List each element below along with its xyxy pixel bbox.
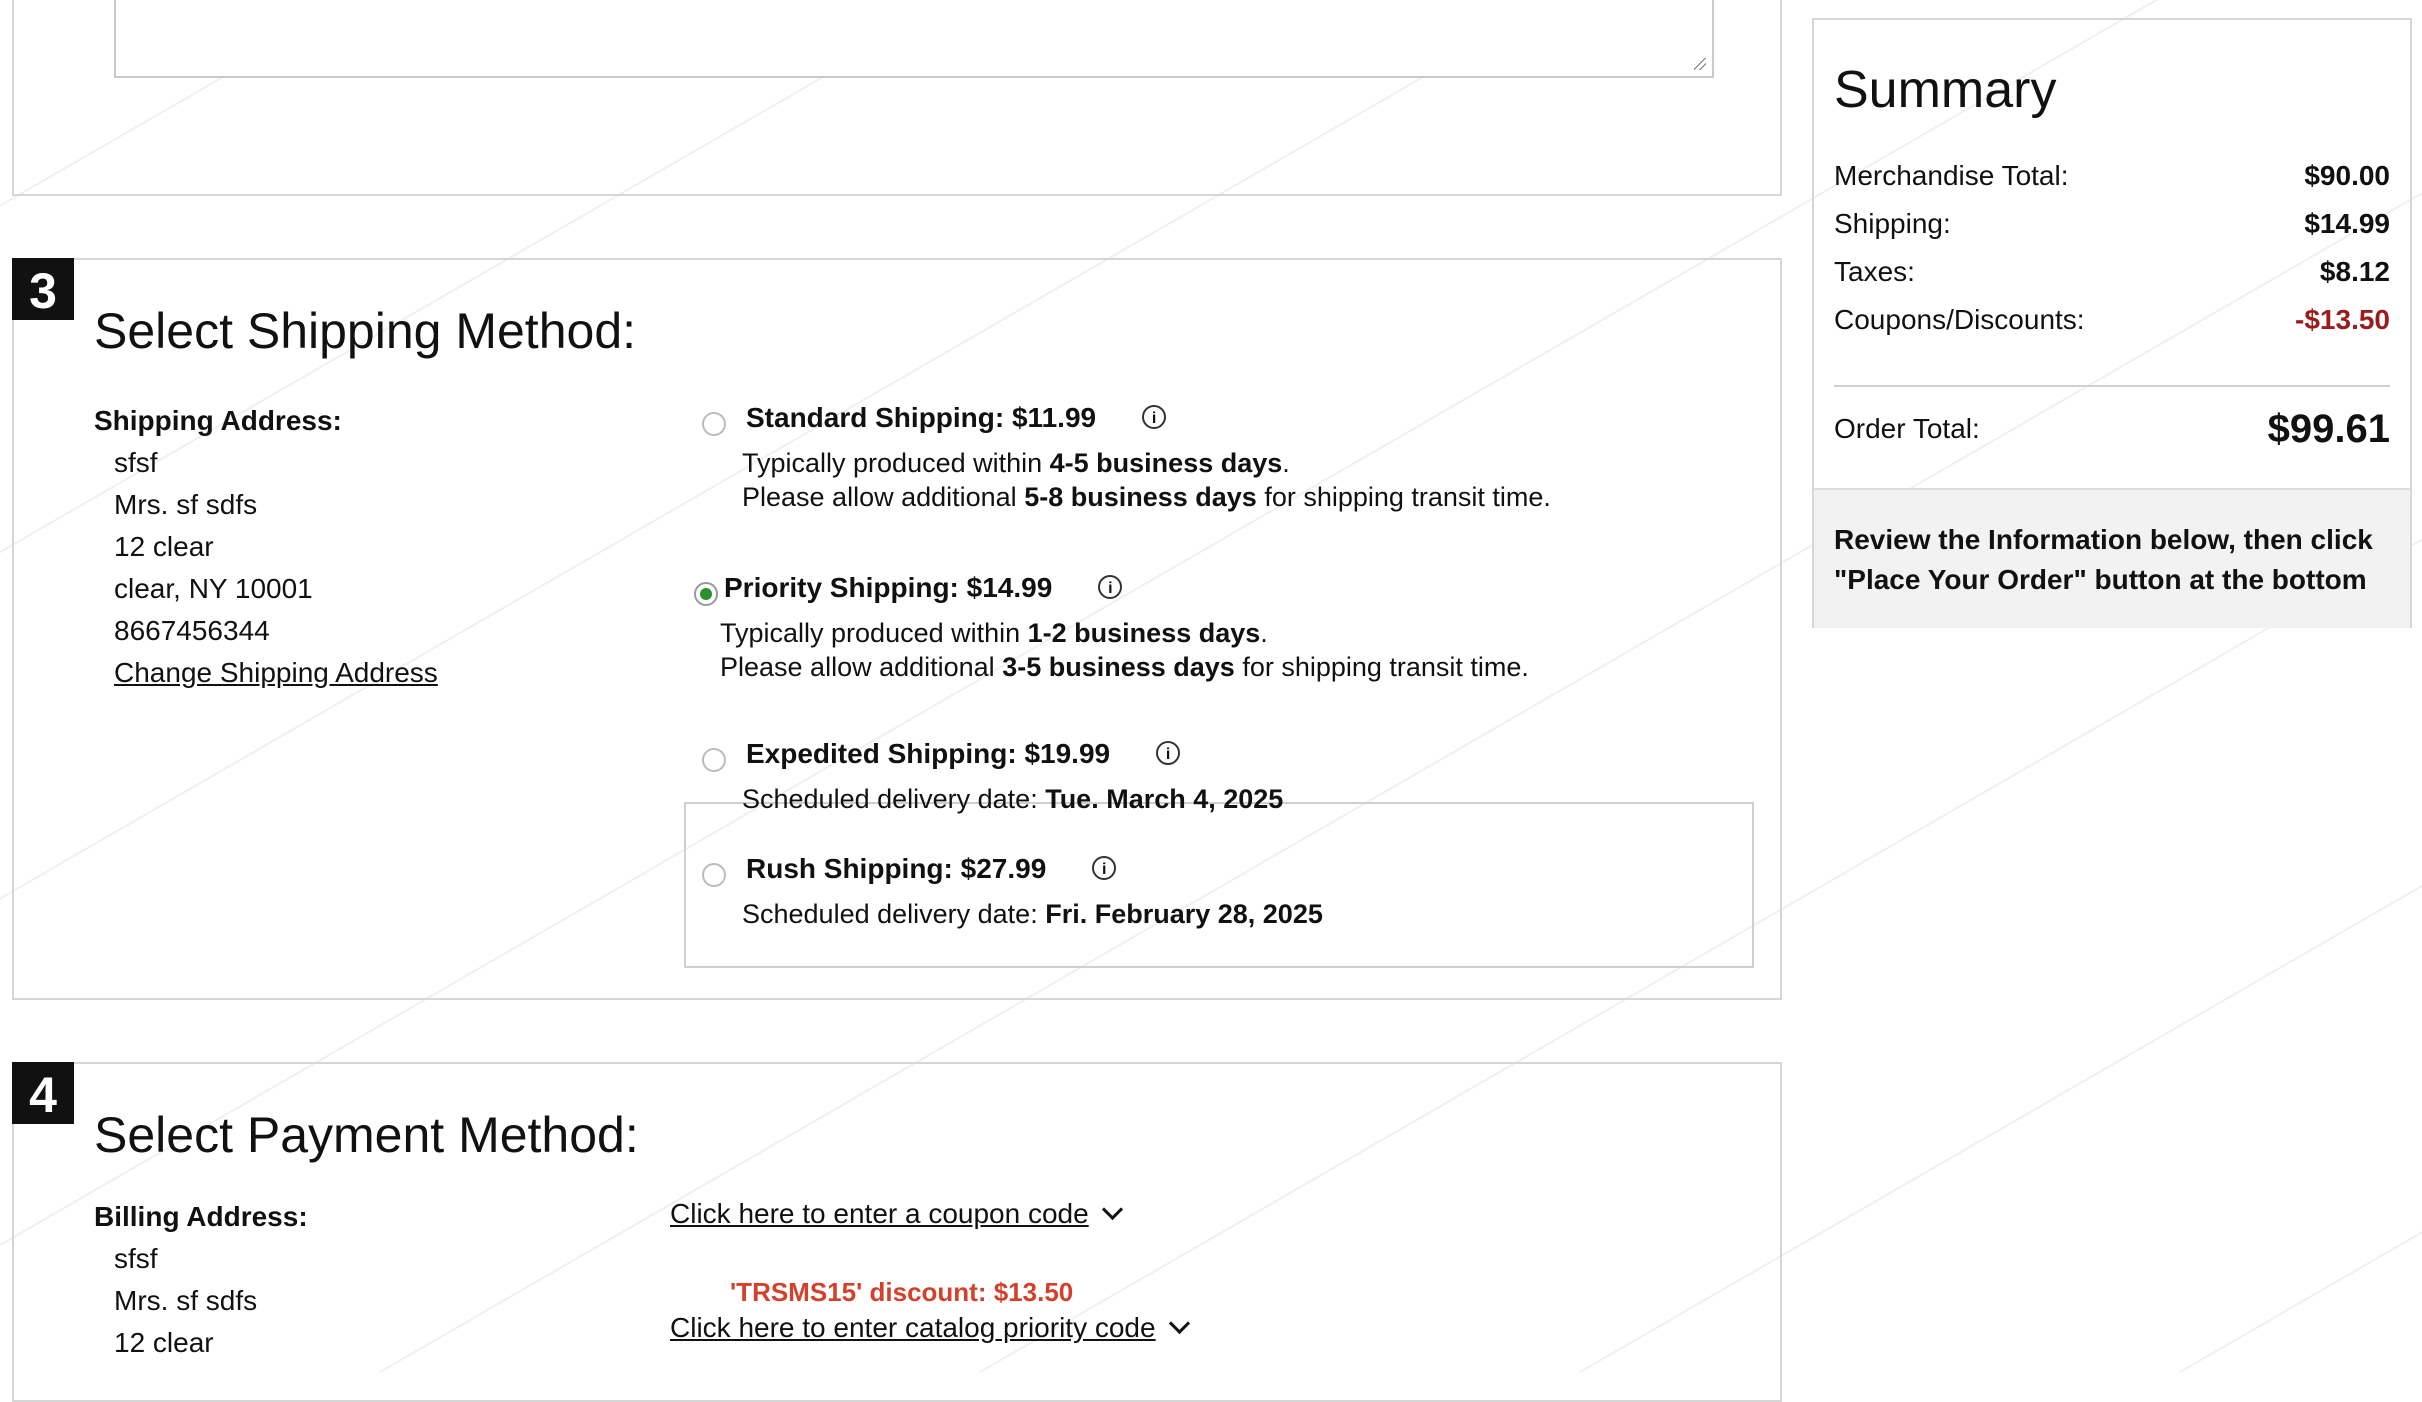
- shipping-method-section: [12, 258, 1782, 1000]
- address-label: Billing Address:: [94, 1201, 308, 1232]
- shipping-address: [94, 400, 438, 694]
- option-description: Typically produced within 1-2 business days. Please allow additional 3-5 business days for shipping transit time.: [720, 618, 1529, 682]
- radio-button-selected[interactable]: [694, 582, 718, 606]
- option-description: Scheduled delivery date: Tue. March 4, 2025: [742, 784, 1284, 814]
- billing-address: [94, 1196, 308, 1364]
- radio-button[interactable]: [702, 863, 726, 887]
- step-number: 4: [12, 1062, 74, 1124]
- order-summary: [1812, 18, 2412, 628]
- address-line: Mrs. sf sdfs: [114, 489, 258, 520]
- step-number: 3: [12, 258, 74, 320]
- summary-divider: [1834, 385, 2390, 387]
- option-description: Typically produced within 4-5 business days. Please allow additional 5-8 business days for shipping transit time.: [742, 448, 1551, 512]
- summary-row-shipping: Shipping: $14.99: [1834, 208, 2390, 239]
- radio-button[interactable]: [702, 748, 726, 772]
- option-title: Priority Shipping: $14.99 i: [724, 572, 1122, 604]
- address-label: Shipping Address:: [94, 405, 342, 436]
- option-title: Standard Shipping: $11.99 i: [746, 402, 1166, 434]
- address-line: 12 clear: [114, 1327, 214, 1358]
- notes-panel: [12, 0, 1782, 196]
- review-instructions: Review the Information below, then click "Place Your Order" button at the bottom: [1814, 488, 2410, 628]
- change-shipping-address-link[interactable]: Change Shipping Address: [114, 657, 438, 688]
- promo-discount-text: 'TRSMS15' discount: $13.50: [730, 1277, 1074, 1307]
- chevron-down-icon: [1102, 1199, 1123, 1220]
- coupon-code-link[interactable]: Click here to enter a coupon code: [670, 1198, 1120, 1230]
- info-icon[interactable]: i: [1092, 856, 1116, 880]
- info-icon[interactable]: i: [1156, 741, 1180, 765]
- summary-row-discounts: Coupons/Discounts: -$13.50: [1834, 304, 2390, 335]
- notes-textarea[interactable]: [114, 0, 1714, 78]
- section-title: Select Shipping Method:: [94, 303, 637, 359]
- option-description: Scheduled delivery date: Fri. February 28, 2025: [742, 899, 1323, 929]
- section-title: Select Payment Method:: [94, 1107, 639, 1163]
- resize-handle-icon[interactable]: [1694, 58, 1706, 70]
- selected-option-highlight: [684, 802, 1754, 968]
- address-line: 8667456344: [114, 615, 270, 646]
- summary-row-taxes: Taxes: $8.12: [1834, 256, 2390, 287]
- summary-row-merchandise: Merchandise Total: $90.00: [1834, 160, 2390, 191]
- info-icon[interactable]: i: [1142, 405, 1166, 429]
- address-line: sfsf: [114, 1243, 158, 1274]
- summary-title: Summary: [1834, 61, 2057, 119]
- option-title: Expedited Shipping: $19.99 i: [746, 738, 1180, 770]
- chevron-down-icon: [1168, 1313, 1189, 1334]
- info-icon[interactable]: i: [1098, 575, 1122, 599]
- address-line: 12 clear: [114, 531, 214, 562]
- address-line: Mrs. sf sdfs: [114, 1285, 258, 1316]
- summary-row-order-total: Order Total: $99.61: [1834, 407, 2390, 451]
- catalog-priority-code-link[interactable]: Click here to enter catalog priority code: [670, 1312, 1187, 1344]
- payment-method-section: [12, 1062, 1782, 1402]
- address-line: clear, NY 10001: [114, 573, 313, 604]
- option-title: Rush Shipping: $27.99 i: [746, 853, 1116, 885]
- address-line: sfsf: [114, 447, 158, 478]
- radio-button[interactable]: [702, 412, 726, 436]
